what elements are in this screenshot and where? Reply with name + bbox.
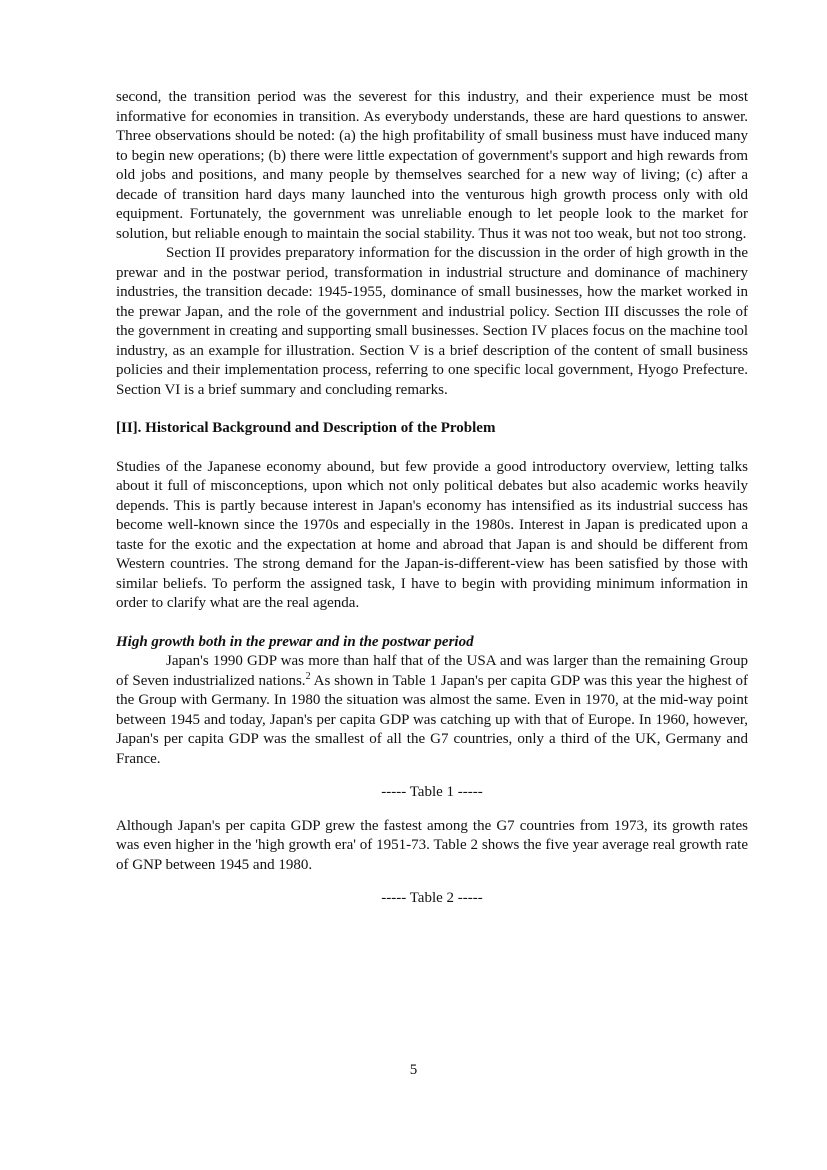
page-body xyxy=(116,88,748,923)
page-number: 5 xyxy=(409,1062,418,1078)
subsection-heading: High growth both in the prewar and in the postwar period xyxy=(116,633,474,650)
gdp-text-part1: Japan's 1990 GDP was more than half that of the USA and was larger than the remaining Group of Seven industrialized nations. xyxy=(116,653,748,689)
footnote-marker: 2 xyxy=(305,670,311,682)
section-heading: [II]. Historical Background and Description of the Problem xyxy=(116,420,496,436)
paragraph-gdp xyxy=(116,652,748,769)
paragraph-growth-rates: Although Japan's per capita GDP grew the fastest among the G7 countries from 1973, its growth rates was even higher in the 'high growth era' of 1951-73. Table 2 shows the five year average real growth rate of GNP between 1945 and 1980. xyxy=(116,817,748,873)
paragraph-studies: Studies of the Japanese economy abound, but few provide a good introductory overview, letting talks about it full of misconceptions, upon which not only political debates but also academic works heavily depends. This is partly because interest in Japan's economy has intensified as its industrial success has become well-known since the 1970s and especially in the 1980s. Interest in Japan is predicated upon a taste for the exotic and the expectation at home and abroad that Japan is and should be different from Western countries. The strong demand for the Japan-is-different-view has been satisfied by those with similar beliefs. To perform the assigned task, I have to begin with providing minimum information in order to clarify what are the real agenda. xyxy=(116,458,748,611)
gdp-text-part2: As shown in Table 1 Japan's per capita GDP was this year the highest of the Group with Germany. In 1980 the situation was almost the same. Even in 1970, at the mid-way point between 1945 and today, Japan's per capita GDP was catching up with that of Europe. In 1960, however, Japan's per capita GDP was the smallest of all the G7 countries, only a third of the UK, Germany and France. xyxy=(116,672,748,767)
paragraph-transition: second, the transition period was the severest for this industry, and their experience must be most informative for economies in transition. As everybody understands, these are hard questions to answer. Three observations should be noted: (a) the high profitability of small business must have induced many to begin new operations; (b) there were little expectation of government's support and high rewards from old jobs and positions, and many people by themselves searched for a new way of living; (c) after a decade of transition hard days many launched into the venturous high growth process only with old equipment. Fortunately, the government was unreliable enough to let people look to the market for solution, but reliable enough to maintain the social stability. Thus it was not too weak, but not too strong. xyxy=(116,89,748,242)
paragraph-section-overview: Section II provides preparatory information for the discussion in the order of high growth in the prewar and in the postwar period, transformation in industrial structure and dominance of machinery industries, the transition decade: 1945-1955, dominance of small businesses, how the market worked in the prewar Japan, and the role of the government and industrial policy. Section III discusses the role of the government in creating and supporting small businesses. Section IV places focus on the machine tool industry, as an example for illustration. Section V is a brief description of the content of small business policies and their implementation process, referring to one specific local government, Hyogo Prefecture. Section VI is a brief summary and concluding remarks. xyxy=(116,245,748,398)
table-2-placeholder: ----- Table 2 ----- xyxy=(381,890,483,906)
table-1-placeholder: ----- Table 1 ----- xyxy=(381,784,483,800)
